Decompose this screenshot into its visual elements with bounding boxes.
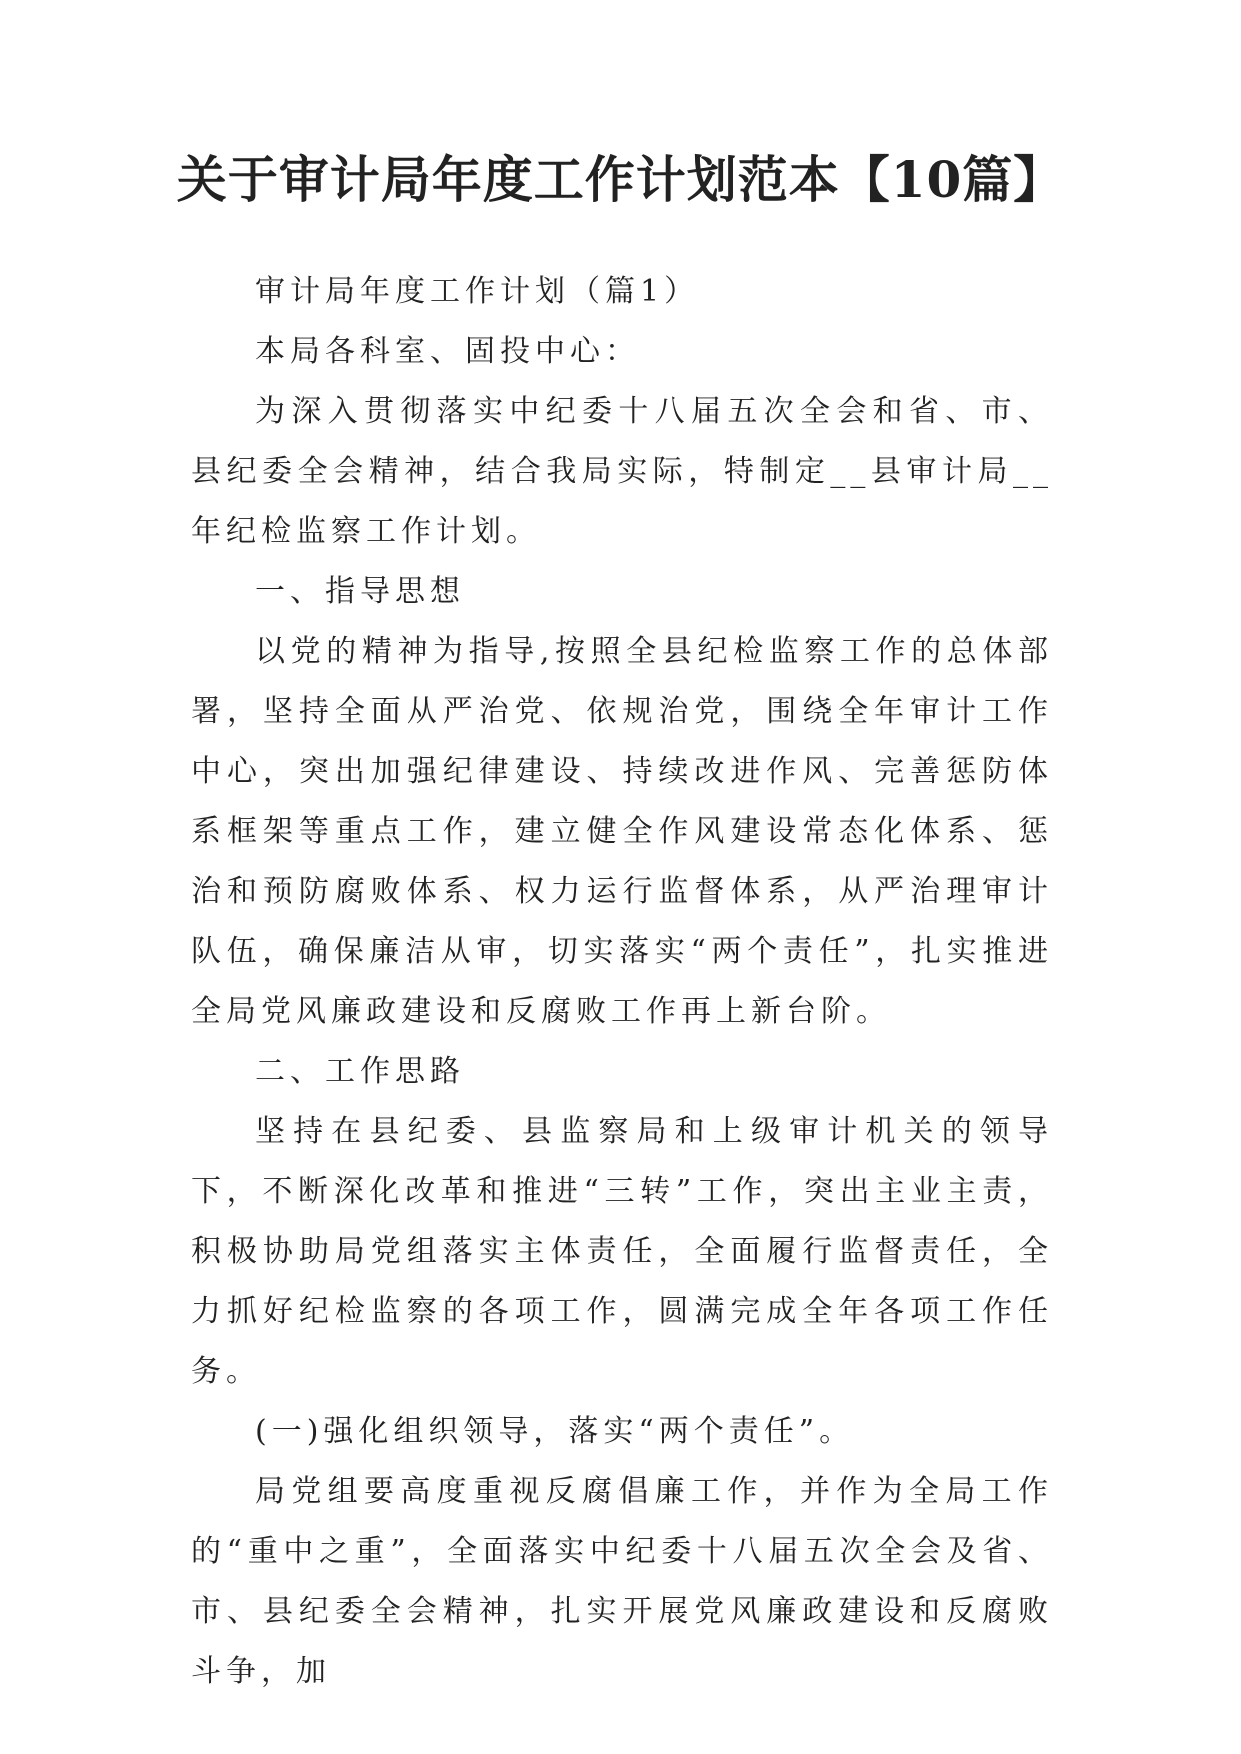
section-heading-part-1: 审计局年度工作计划（篇1） <box>255 274 700 309</box>
intro-paragraph: 为深入贯彻落实中纪委十八届五次全会和省、市、县纪委全会精神，结合我局实际，特制定__县审计局__年纪检监察工作计划。 <box>191 394 1053 549</box>
paragraph-work-approach: 坚持在县纪委、县监察局和上级审计机关的领导下，不断深化改革和推进“三转”工作，突出主业主责，积极协助局党组落实主体责任，全面履行监督责任，全力抓好纪检监察的各项工作，圆满完成全年各项工作任务。 <box>191 1114 1053 1389</box>
paragraph-organization: 局党组要高度重视反腐倡廉工作，并作为全局工作的“重中之重”，全面落实中纪委十八届五次全会及省、市、县纪委全会精神，扎实开展党风廉政建设和反腐败斗争，加 <box>191 1474 1053 1689</box>
paragraph-guiding-ideology: 以党的精神为指导,按照全县纪检监察工作的总体部署，坚持全面从严治党、依规治党，围绕全年审计工作中心，突出加强纪律建设、持续改进作风、完善惩防体系框架等重点工作，建立健全作风建设常态化体系、惩治和预防腐败体系、权力运行监督体系，从严治理审计队伍，确保廉洁从审，切实落实“两个责任”，扎实推进全局党风廉政建设和反腐败工作再上新台阶。 <box>191 634 1053 1029</box>
heading-work-approach: 二、工作思路 <box>255 1054 465 1089</box>
salutation: 本局各科室、固投中心： <box>255 334 640 369</box>
document-body <box>191 262 1053 1702</box>
document-title: 关于审计局年度工作计划范本【10篇】 <box>176 150 1065 209</box>
subheading-organization: (一)强化组织领导，落实“两个责任”。 <box>255 1414 855 1449</box>
heading-guiding-ideology: 一、指导思想 <box>255 574 465 609</box>
